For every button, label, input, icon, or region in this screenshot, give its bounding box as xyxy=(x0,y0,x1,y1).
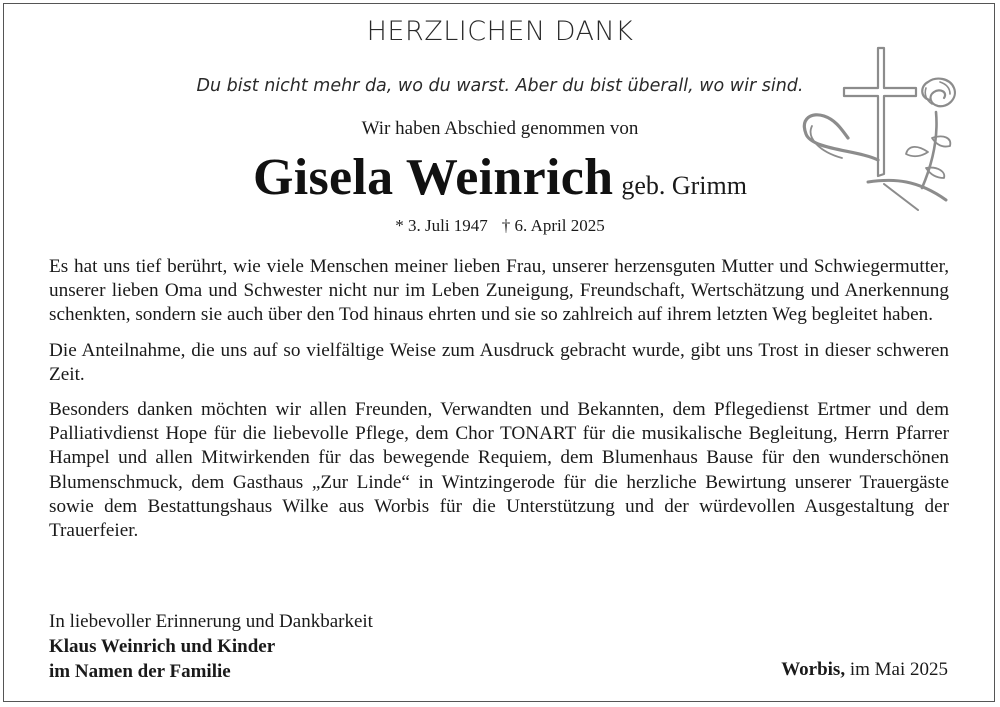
body-text xyxy=(49,255,949,554)
closing-line-1: In liebevoller Erinnerung und Dankbarkeit xyxy=(49,611,373,632)
place-date: im Mai 2025 xyxy=(849,659,948,680)
maiden-name: geb. Grimm xyxy=(621,171,747,200)
birth-date: * 3. Juli 1947 xyxy=(395,216,488,235)
cross-heart-rose-icon xyxy=(798,42,973,212)
notice-heading: HERZLICHEN DANK xyxy=(366,16,634,47)
paragraph-1: Es hat uns tief berührt, wie viele Menschen meiner lieben Frau, unserer herzensguten Mutter und Schwiegermutter, unserer lieben Oma und Schwester nicht nur im Leben Zuneigung, Freundschaft, Wertschätzung und Anerkennung schenkten, sondern sie auch über den Tod hinaus ehrten und sie so zahlreich auf ihrem letzten Weg begleitet haben. xyxy=(49,256,949,326)
closing-signature xyxy=(49,609,373,684)
deceased-name: Gisela Weinrich xyxy=(253,149,614,206)
place-and-date xyxy=(781,659,948,681)
intro-line: Wir haben Abschied genommen von xyxy=(361,118,639,139)
paragraph-2: Die Anteilnahme, die uns auf so vielfältige Weise zum Ausdruck gebracht wurde, gibt uns Trost in dieser schweren Zeit. xyxy=(49,339,949,385)
place-town: Worbis, xyxy=(781,659,846,680)
paragraph-3: Besonders danken möchten wir allen Freunden, Verwandten und Bekannten, dem Pflegedienst Ertmer und dem Palliativdienst Hope für die liebevolle Pflege, dem Chor TONART für die musikalische Begleitung, Herrn Pfarrer Hampel und allen Mitwirkenden für das bewegende Requiem, dem Blumenhaus Bause für den wunderschönen Blumenschmuck, dem Gasthaus „Zur Linde“ in Wintzingerode für die herzliche Bewirtung unserer Trauergäste sowie dem Bestattungshaus Wilke aus Worbis für die Unterstützung und der würdevollen Ausgestaltung der Trauerfeier. xyxy=(49,399,949,542)
closing-line-3: im Namen der Familie xyxy=(49,661,231,682)
death-date: † 6. April 2025 xyxy=(501,216,605,235)
life-dates xyxy=(0,216,1000,236)
motto-quote: Du bist nicht mehr da, wo du warst. Aber du bist überall, wo wir sind. xyxy=(196,76,804,96)
closing-line-2: Klaus Weinrich und Kinder xyxy=(49,636,276,657)
